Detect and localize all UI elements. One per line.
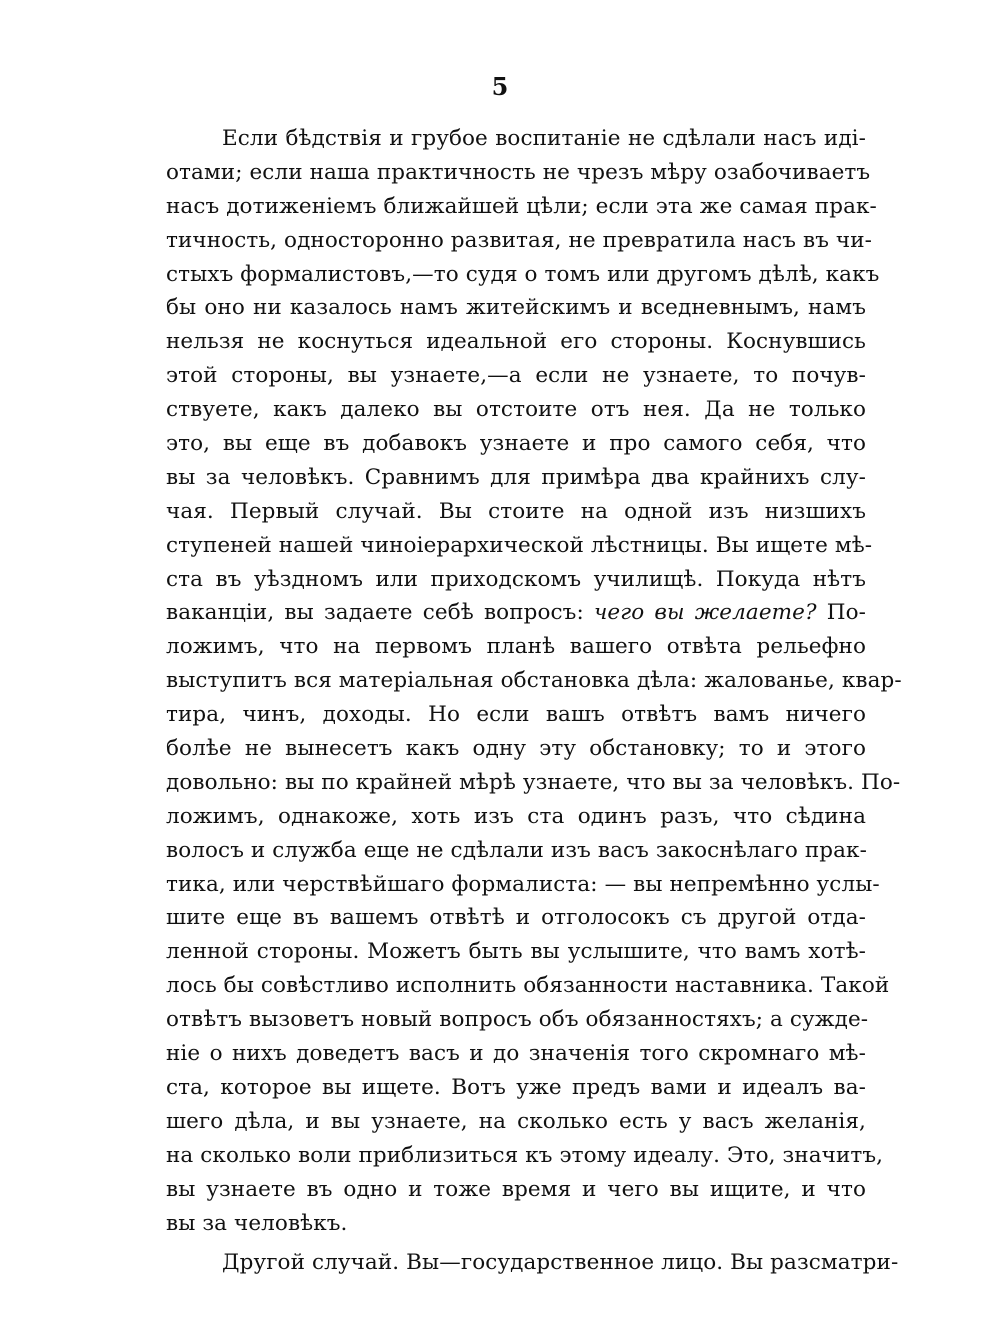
text-line: ленной стороны. Можетъ быть вы услышите, что вамъ хотѣ- [166, 939, 866, 965]
text-line: отвѣтъ вызоветъ новый вопросъ объ обязанностяхъ; а сужде- [166, 1007, 869, 1033]
text-line: ста, которое вы ищете. Вотъ уже предъ вами и идеалъ ва- [166, 1074, 866, 1100]
text-line: на сколько воли приблизиться къ этому идеалу. Это, значитъ, [166, 1142, 884, 1168]
text-line: насъ дотиженіемъ ближайшей цѣли; если эта же самая прак- [166, 193, 877, 219]
text-line: вы за человѣкъ. [166, 1210, 348, 1236]
text-line: тика, или черствѣйшаго формалиста: — вы непремѣнно услы- [166, 871, 880, 897]
body-text [166, 122, 902, 1280]
text-line: вы узнаете въ одно и тоже время и чего вы ищите, и что [166, 1176, 866, 1202]
text-line: ста въ уѣздномъ или приходскомъ училищѣ. Покуда нѣтъ [166, 566, 866, 592]
text-line: чая. Первый случай. Вы стоите на одной изъ низшихъ [166, 498, 866, 524]
text-line: стыхъ формалистовъ,—то судя о томъ или другомъ дѣлѣ, какъ [166, 261, 880, 287]
page-number: 5 [491, 72, 509, 101]
text-line: отами; если наша практичность не чрезъ мѣру озабочиваетъ [166, 159, 871, 185]
text-line: лось бы совѣстливо исполнить обязанности наставника. Такой [166, 973, 890, 999]
text-line: тира, чинъ, доходы. Но если вашъ отвѣтъ вамъ ничего [166, 702, 866, 728]
text-line: довольно: вы по крайней мѣрѣ узнаете, что вы за человѣкъ. По- [166, 769, 901, 795]
paragraph-2 [166, 1246, 899, 1280]
text-line: бы оно ни казалось намъ житейскимъ и вседневнымъ, намъ [166, 295, 866, 321]
italic-phrase: чего вы желаете? [593, 600, 817, 626]
text-line: этой стороны, вы узнаете,—а если не узнаете, то почув- [166, 363, 866, 389]
text-line: ступеней нашей чиноіерархической лѣстницы. Вы ищете мѣ- [166, 532, 873, 558]
text-line: это, вы еще въ добавокъ узнаете и про самого себя, что [166, 431, 866, 457]
text-line: шите еще въ вашемъ отвѣтѣ и отголосокъ съ другой отда- [166, 905, 866, 931]
text-line: ніе о нихъ доведетъ васъ и до значенія того скромнаго мѣ- [166, 1041, 866, 1067]
text-line: волосъ и служба еще не сдѣлали изъ васъ закоснѣлаго прак- [166, 837, 867, 863]
text-line: тичность, односторонно развитая, не превратила насъ въ чи- [166, 227, 873, 253]
text-line: ложимъ, однакоже, хоть изъ ста одинъ разъ, что сѣдина [166, 803, 866, 829]
text-line: болѣе не вынесетъ какъ одну эту обстановку; то и этого [166, 736, 866, 762]
text-line: шего дѣла, и вы узнаете, на сколько есть у васъ желанія, [166, 1108, 866, 1134]
text-line: выступитъ вся матеріальная обстановка дѣла: жалованье, квар- [166, 668, 902, 694]
text-line: вы за человѣкъ. Сравнимъ для примѣра два крайнихъ слу- [166, 464, 866, 490]
text-line: нельзя не коснуться идеальной его стороны. Коснувшись [166, 329, 866, 355]
text-line: Если бѣдствія и грубое воспитаніе не сдѣлали насъ иді- [222, 126, 866, 151]
text-line: ложимъ, что на первомъ планѣ вашего отвѣта рельефно [166, 634, 866, 660]
text-line: ствуете, какъ далеко вы отстоите отъ нея. Да не только [166, 397, 866, 423]
text-line: ваканціи, вы задаете себѣ вопросъ: чего вы желаете? По- [166, 600, 866, 626]
text-line: Другой случай. Вы—государственное лицо. Вы разсматри- [222, 1250, 899, 1276]
paragraph-1 [166, 122, 902, 1240]
